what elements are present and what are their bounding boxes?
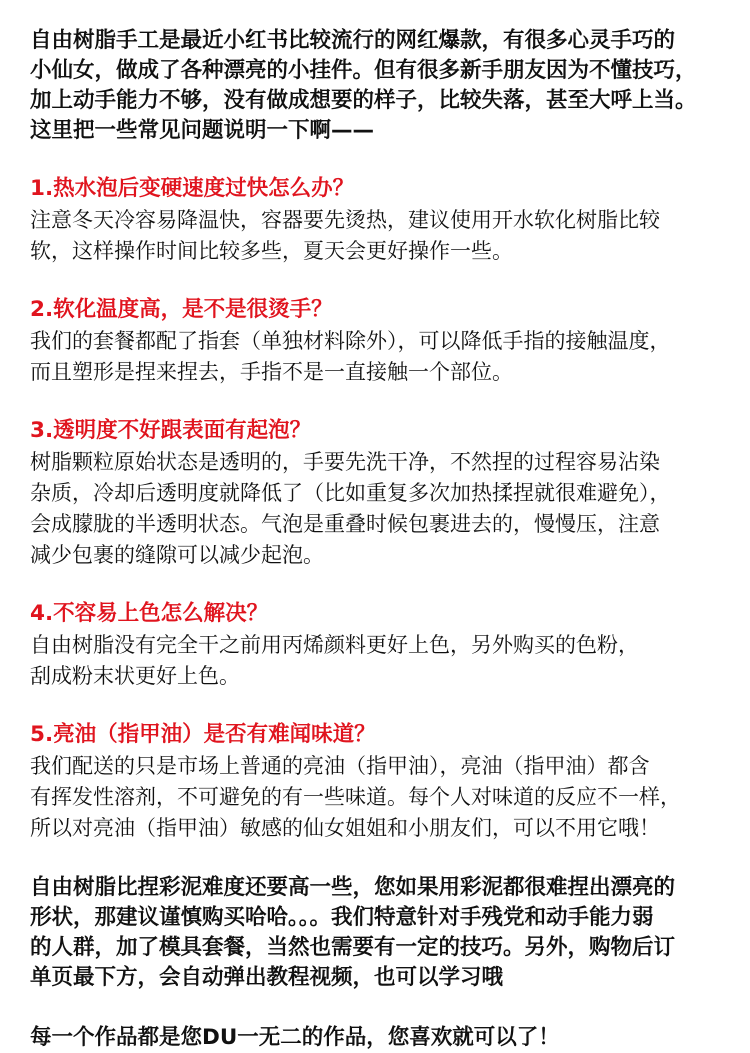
intro-line: 加上动手能力不够，没有做成想要的样子，比较失落，甚至大呼上当。 [30, 88, 697, 113]
answer-line: 所以对亮油（指甲油）敏感的仙女姐姐和小朋友们，可以不用它哦！ [30, 816, 660, 840]
intro-line: 这里把一些常见问题说明一下啊—— [30, 118, 375, 143]
outro-line: 形状，那建议谨慎购买哈哈。。。我们特意针对手残党和动手能力弱 [30, 905, 654, 930]
faq-answer [30, 630, 730, 692]
faq-question: 4.不容易上色怎么解决？ [30, 601, 269, 626]
faq-question: 5.亮油（指甲油）是否有难闻味道？ [30, 722, 376, 747]
faq-answer [30, 751, 730, 844]
answer-line: 我们的套餐都配了指套（单独材料除外），可以降低手指的接触温度， [30, 329, 671, 353]
answer-line: 会成朦胧的半透明状态。气泡是重叠时候包裹进去的，慢慢压，注意 [30, 512, 660, 536]
faq-answer [30, 447, 730, 571]
answer-line: 树脂颗粒原始状态是透明的，手要先洗干净，不然捏的过程容易沾染 [30, 450, 660, 474]
faq-question: 1.热水泡后变硬速度过快怎么办？ [30, 176, 355, 201]
answer-line: 注意冬天冷容易降温快，容器要先烫热，建议使用开水软化树脂比较 [30, 208, 660, 232]
answer-line: 减少包裹的缝隙可以减少起泡。 [30, 543, 324, 567]
answer-line: 有挥发性溶剂，不可避免的有一些味道。每个人对味道的反应不一样， [30, 785, 681, 809]
closing-line: 每一个作品都是您DU一无二的作品，您喜欢就可以了！ [30, 1025, 560, 1050]
outro-paragraph [30, 873, 730, 993]
outro-line: 单页最下方，会自动弹出教程视频，也可以学习哦 [30, 965, 504, 990]
faq-item-1 [30, 173, 730, 267]
answer-line: 杂质，冷却后透明度就降低了（比如重复多次加热揉捏就很难避免）， [30, 481, 671, 505]
answer-line: 刮成粉末状更好上色。 [30, 664, 240, 688]
answer-line: 自由树脂没有完全干之前用丙烯颜料更好上色，另外购买的色粉， [30, 633, 639, 657]
answer-line: 软，这样操作时间比较多些，夏天会更好操作一些。 [30, 239, 513, 263]
faq-answer [30, 326, 730, 388]
answer-line: 我们配送的只是市场上普通的亮油（指甲油），亮油（指甲油）都含 [30, 754, 650, 778]
outro-line: 自由树脂比捏彩泥难度还要高一些，您如果用彩泥都很难捏出漂亮的 [30, 875, 676, 900]
answer-line: 而且塑形是捏来捏去，手指不是一直接触一个部位。 [30, 360, 513, 384]
faq-item-4 [30, 598, 730, 692]
faq-question: 2.软化温度高，是不是很烫手？ [30, 297, 333, 322]
intro-line: 小仙女，做成了各种漂亮的小挂件。但有很多新手朋友因为不懂技巧， [30, 58, 697, 83]
intro-paragraph [30, 26, 730, 146]
faq-document [30, 26, 730, 1053]
faq-item-5 [30, 719, 730, 844]
outro-line: 的人群，加了模具套餐，当然也需要有一定的技巧。另外，购物后订 [30, 935, 676, 960]
faq-item-2 [30, 294, 730, 388]
intro-line: 自由树脂手工是最近小红书比较流行的网红爆款，有很多心灵手巧的 [30, 28, 676, 53]
faq-answer [30, 205, 730, 267]
faq-question: 3.透明度不好跟表面有起泡？ [30, 418, 312, 443]
faq-item-3 [30, 415, 730, 571]
